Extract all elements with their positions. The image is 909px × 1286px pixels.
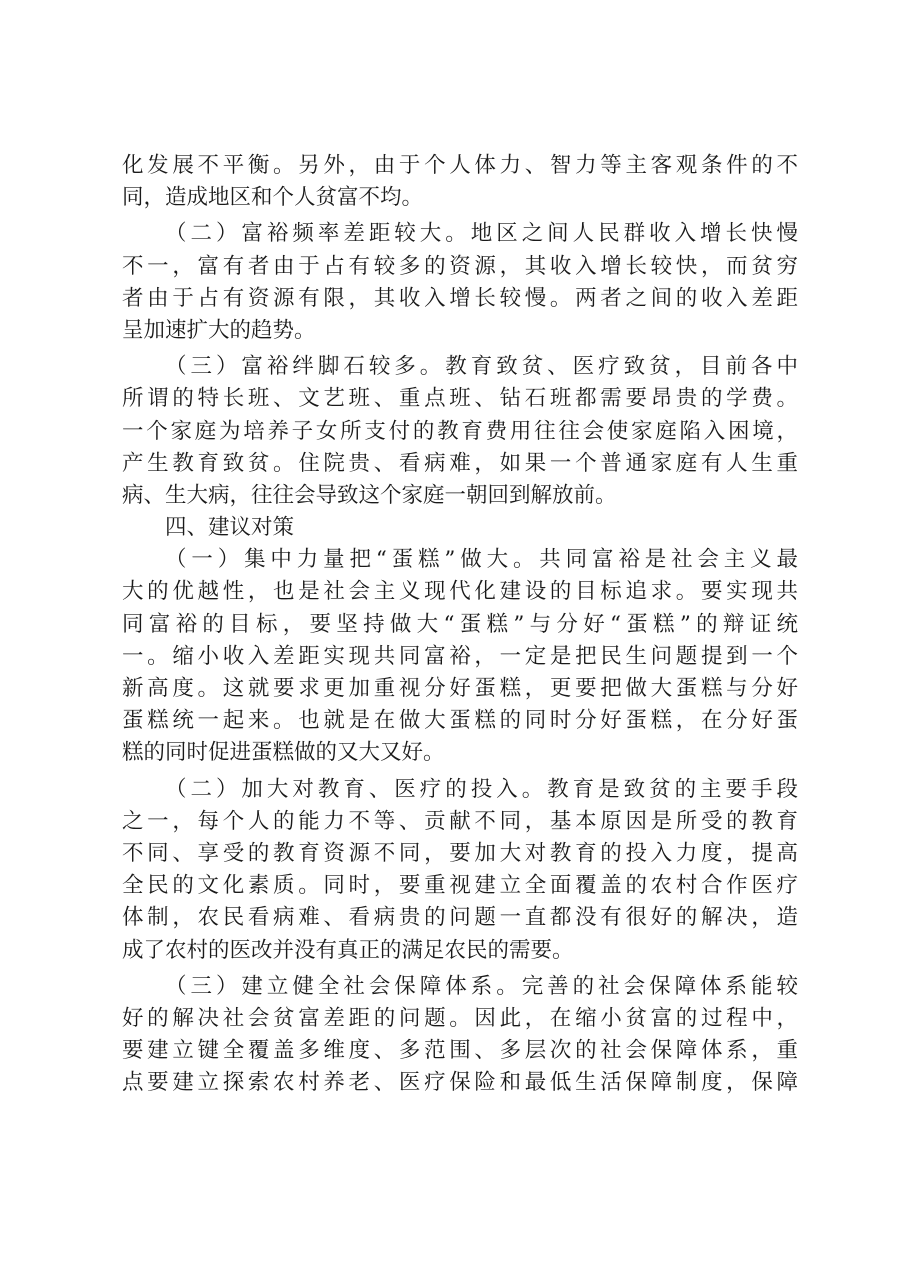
text-line: （三）建立健全社会保障体系。完善的社会保障体系能较 bbox=[165, 973, 798, 999]
paragraph bbox=[122, 774, 798, 967]
text-line: 产生教育致贫。住院贵、看病难，如果一个普通家庭有人生重 bbox=[122, 450, 798, 476]
text-line: 蛋糕统一起来。也就是在做大蛋糕的同时分好蛋糕，在分好蛋 bbox=[122, 708, 798, 734]
text-line: 点要建立探索农村养老、医疗保险和最低生活保障制度，保障 bbox=[122, 1070, 798, 1096]
document-body bbox=[122, 150, 798, 1099]
text-line: （一）集中力量把“蛋糕”做大。共同富裕是社会主义最 bbox=[165, 547, 798, 573]
paragraph bbox=[122, 544, 798, 769]
text-line: 病、生大病，往往会导致这个家庭一朝回到解放前。 bbox=[122, 482, 617, 508]
text-line: 糕的同时促进蛋糕做的又大又好。 bbox=[122, 740, 445, 766]
text-line: 同，造成地区和个人贫富不均。 bbox=[122, 185, 424, 211]
paragraph bbox=[122, 218, 798, 347]
text-line: 大的优越性，也是社会主义现代化建设的目标追求。要实现共 bbox=[122, 579, 798, 605]
text-line: 一个家庭为培养子女所支付的教育费用往往会使家庭陷入困境， bbox=[122, 418, 798, 444]
text-line: 新高度。这就要求更加重视分好蛋糕，更要把做大蛋糕与分好 bbox=[122, 676, 798, 701]
text-line: 要建立键全覆盖多维度、多范围、多层次的社会保障体系，重 bbox=[122, 1038, 798, 1064]
text-line: 化发展不平衡。另外，由于个人体力、智力等主客观条件的不 bbox=[122, 153, 798, 178]
paragraph bbox=[122, 150, 798, 214]
text-line: 体制，农民看病难、看病贵的问题一直都没有很好的解决，造 bbox=[122, 905, 798, 931]
text-line: （二）富裕频率差距较大。地区之间人民群收入增长快慢 bbox=[165, 221, 798, 247]
text-line: 一。缩小收入差距实现共同富裕，一定是把民生问题提到一个 bbox=[122, 643, 798, 669]
heading-text: 四、建议对策 bbox=[165, 515, 295, 541]
text-line: 之一，每个人的能力不等、贡献不同，基本原因是所受的教育 bbox=[122, 808, 798, 834]
text-line: 所谓的特长班、文艺班、重点班、钻石班都需要昂贵的学费。 bbox=[122, 386, 798, 412]
paragraph bbox=[122, 351, 798, 512]
paragraph bbox=[122, 971, 798, 1100]
text-line: 不一，富有者由于占有较多的资源，其收入增长较快，而贫穷 bbox=[122, 253, 798, 279]
text-line: （三）富裕绊脚石较多。教育致贫、医疗致贫，目前各中 bbox=[165, 354, 798, 380]
section-heading bbox=[122, 512, 798, 544]
text-line: （二）加大对教育、医疗的投入。教育是致贫的主要手段 bbox=[165, 776, 798, 802]
text-line: 者由于占有资源有限，其收入增长较慢。两者之间的收入差距 bbox=[122, 285, 798, 311]
text-line: 不同、享受的教育资源不同，要加大对教育的投入力度，提高 bbox=[122, 840, 798, 866]
text-line: 同富裕的目标，要坚持做大“蛋糕”与分好“蛋糕”的辩证统 bbox=[122, 611, 798, 637]
text-line: 呈加速扩大的趋势。 bbox=[122, 317, 316, 343]
text-line: 好的解决社会贫富差距的问题。因此，在缩小贫富的过程中， bbox=[122, 1005, 798, 1031]
text-line: 全民的文化素质。同时，要重视建立全面覆盖的农村合作医疗 bbox=[122, 873, 798, 899]
text-line: 成了农村的医改并没有真正的满足农民的需要。 bbox=[122, 937, 574, 963]
